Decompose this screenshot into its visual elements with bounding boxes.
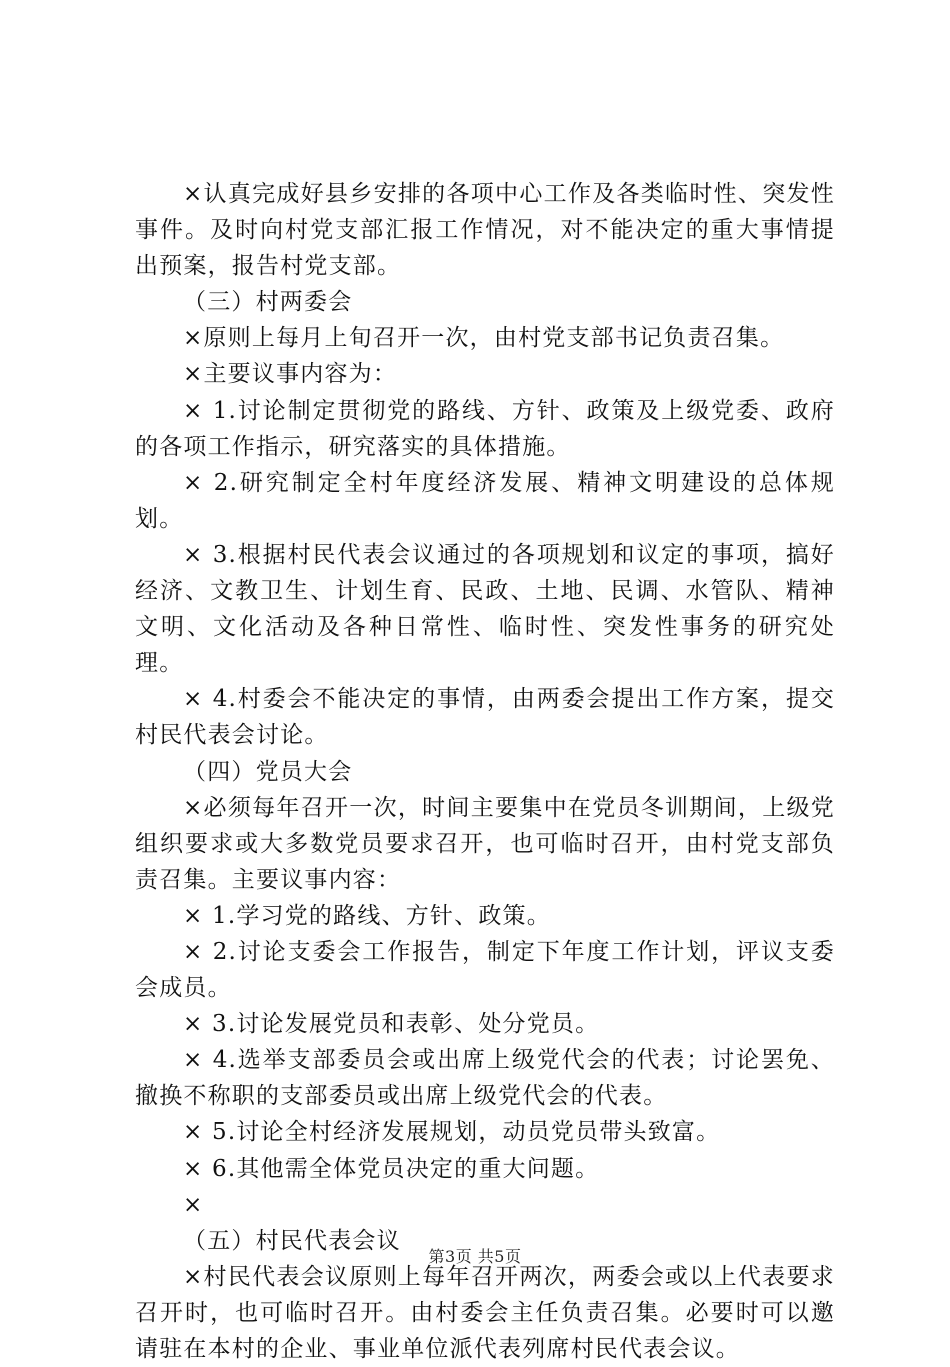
paragraph: ×原则上每月上旬召开一次，由村党支部书记负责召集。 [183,325,785,352]
section-heading: （三）村两委会 [183,289,353,316]
paragraph: × 1.学习党的路线、方针、政策。 [183,902,551,929]
paragraph: ×必须每年召开一次，时间主要集中在党员冬训期间，上级党组织要求或大多数党员要求召开，也可临时召开，由村党支部负责召集。主要议事内容： [135,794,835,893]
paragraph: × 6.其他需全体党员决定的重大问题。 [183,1155,600,1182]
section-heading: （四）党员大会 [183,758,353,785]
paragraph: × 4.村委会不能决定的事情，由两委会提出工作方案，提交村民代表会讨论。 [135,686,835,749]
paragraph: × 2.讨论支委会工作报告，制定下年度工作计划，评议支委会成员。 [135,938,835,1002]
page-footer: 第3页 共5页 [428,1247,522,1266]
section-heading: （五）村民代表会议 [183,1227,401,1254]
paragraph: ×主要议事内容为： [183,361,398,388]
paragraph: × 3.讨论发展党员和表彰、处分党员。 [183,1011,600,1038]
paragraph: × 5.讨论全村经济发展规划，动员党员带头致富。 [183,1119,721,1146]
paragraph: ×认真完成好县乡安排的各项中心工作及各类临时性、突发性事件。及时向村党支部汇报工作情况，对不能决定的重大事情提出预案，报告村党支部。 [135,181,835,280]
paragraph: × [183,1191,204,1218]
paragraph: ×村民代表会议原则上每年召开两次，两委会或以上代表要求召开时，也可临时召开。由村委会主任负责召集。必要时可以邀请驻在本村的企业、事业单位派代表列席村民代表会议。 [135,1263,835,1362]
paragraph: × 2.研究制定全村年度经济发展、精神文明建设的总体规划。 [135,469,835,532]
paragraph: × 3.根据村民代表会议通过的各项规划和议定的事项，搞好经济、文教卫生、计划生育、民政、土地、民调、水管队、精神文明、文化活动及各种日常性、临时性、突发性事务的研究处理。 [135,541,835,677]
paragraph: × 4.选举支部委员会或出席上级党代会的代表；讨论罢免、撤换不称职的支部委员或出席上级党代会的代表。 [135,1047,835,1110]
document-body [135,176,835,1367]
paragraph: × 1.讨论制定贯彻党的路线、方针、政策及上级党委、政府的各项工作指示，研究落实的具体措施。 [135,397,835,460]
